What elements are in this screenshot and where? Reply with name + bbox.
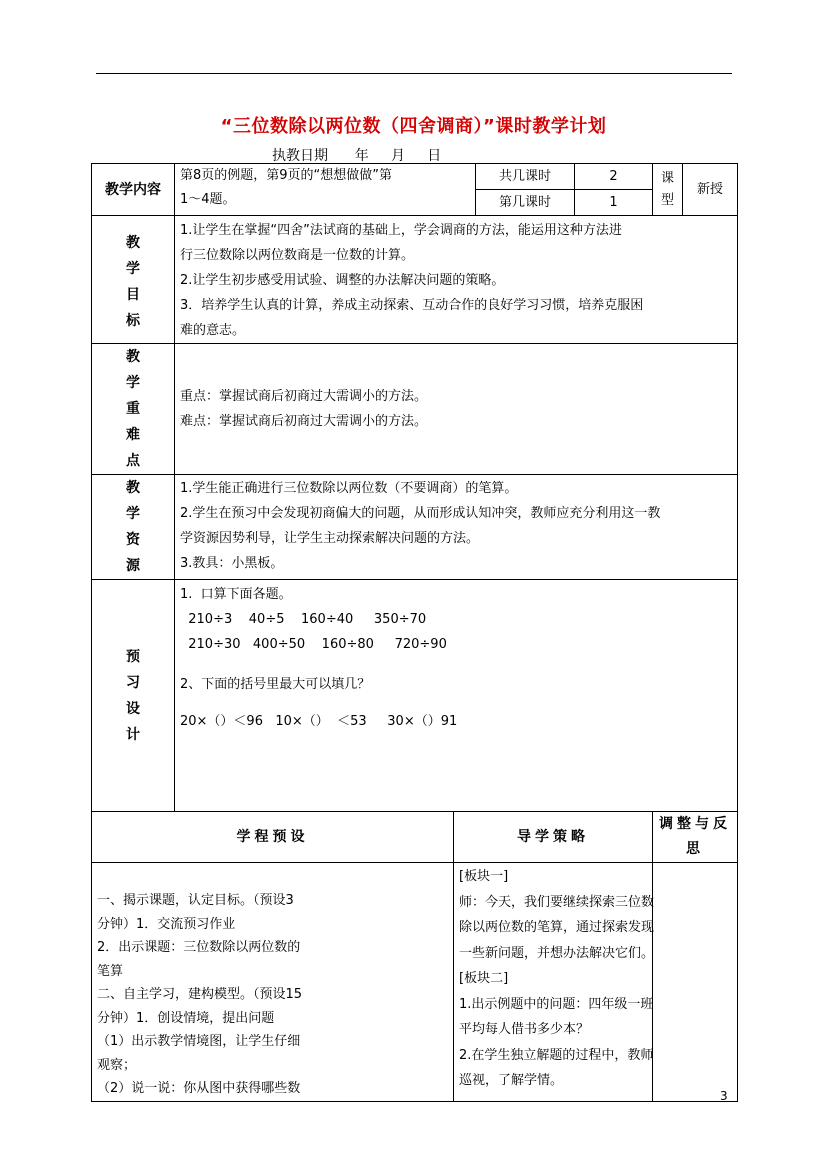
calc-row: 210÷30 400÷50 160÷80 720÷90 (180, 637, 447, 652)
strategy-line: 师：今天，我们要继续探索三位数 (459, 894, 655, 910)
strategy-cell (454, 863, 653, 1102)
current-period-label: 第几课时 (476, 190, 575, 216)
current-period-value: 1 (575, 190, 653, 216)
fill-row: 20×（）＜96 10×（） ＜53 30×（）91 (180, 714, 458, 729)
strategy-line: [板块二] (459, 971, 509, 986)
reflection-cell (653, 863, 738, 1102)
col-header-process: 学程预设 (92, 812, 454, 863)
total-periods-value: 2 (575, 164, 653, 190)
total-periods-label: 共几课时 (476, 164, 575, 190)
goal-line: 2.让学生初步感受用试验、调整的办法解决问题的策略。 (180, 273, 505, 288)
strategy-line: 巡视，了解学情。 (459, 1073, 564, 1088)
goal-line: 1.让学生在掌握“四舍”法试商的基础上，学会调商的方法，能运用这种方法进 (180, 223, 622, 238)
keypoints-label (92, 344, 175, 475)
content-line: 第8页的例题，第9页的“想想做做”第 (180, 168, 393, 183)
preview-item-2: 2、下面的括号里最大可以填几？ (180, 677, 371, 692)
keypoint-line: 重点：掌握试商后初商过大需调小的方法。 (180, 389, 428, 404)
teaching-date: 执教日期 年 月 日 (272, 148, 442, 164)
goal-line: 行三位数除以两位数商是一位数的计算。 (180, 248, 415, 263)
preview-cell (175, 580, 738, 812)
strategy-line: 1.出示例题中的问题：四年级一班 (459, 996, 654, 1012)
content-line: 1～4题。 (180, 192, 236, 207)
process-line: 2．出示课题：三位数除以两位数的 (97, 940, 301, 955)
lesson-type-label (653, 164, 683, 216)
resource-line: 1.学生能正确进行三位数除以两位数（不要调商）的笔算。 (180, 481, 518, 496)
strategy-line: 一些新问题，并想办法解决它们。 (459, 945, 655, 961)
goals-label-text: 教学目标 (126, 234, 140, 329)
process-line: 分钟）1．创设情境，提出问题 (97, 1010, 275, 1026)
preview-label-text: 预习设计 (126, 648, 140, 743)
content-label: 教学内容 (92, 164, 175, 216)
process-line: （2）说一说：你从图中获得哪些数 (97, 1081, 301, 1096)
lesson-type-label-1: 课 (661, 170, 675, 186)
col-header-strategy: 导学策略 (454, 812, 653, 863)
header-rule (96, 73, 732, 74)
strategy-line: 2.在学生独立解题的过程中，教师 (459, 1047, 654, 1063)
goal-line: 难的意志。 (180, 323, 246, 338)
preview-item-1: 1. 口算下面各题。 (180, 587, 292, 602)
resource-line: 学资源因势利导，让学生主动探索解决问题的方法。 (180, 531, 480, 546)
keypoints-cell (175, 344, 738, 475)
col-header-reflection: 调整与反思 (653, 812, 738, 863)
strategy-line: [板块一] (459, 869, 509, 884)
goals-label (92, 216, 175, 344)
lesson-plan-table (91, 163, 738, 1102)
resources-label-text: 教学资源 (126, 480, 140, 574)
strategy-line: 除以两位数的笔算，通过探索发现 (459, 920, 655, 935)
process-cell (92, 863, 454, 1102)
lesson-type-label-2: 型 (661, 192, 675, 208)
keypoints-label-text: 教学重难点 (126, 349, 140, 469)
goal-line: 3．培养学生认真的计算，养成主动探索、互动合作的良好学习习惯，培养克服困 (180, 298, 644, 313)
preview-label (92, 580, 175, 812)
process-line: 分钟）1．交流预习作业 (97, 916, 236, 932)
process-line: 观察； (97, 1057, 137, 1073)
resource-line: 2.学生在预习中会发现初商偏大的问题，从而形成认知冲突，教师应充分利用这一教 (180, 506, 661, 521)
lesson-type-value: 新授 (683, 164, 738, 216)
resources-label (92, 475, 175, 580)
resource-line: 3.教具：小黑板。 (180, 556, 284, 571)
page-title: “三位数除以两位数（四舍调商）”课时教学计划 (220, 116, 607, 137)
content-cell (175, 164, 476, 216)
process-line: 二、自主学习，建构模型。（预设15 (97, 987, 303, 1002)
resources-cell (175, 475, 738, 580)
calc-row: 210÷3 40÷5 160÷40 350÷70 (180, 612, 427, 627)
goals-cell (175, 216, 738, 344)
keypoint-line: 难点：掌握试商后初商过大需调小的方法。 (180, 414, 428, 429)
process-line: 笔算 (97, 963, 124, 979)
strategy-line: 平均每人借书多少本？ (459, 1022, 590, 1037)
page-number: 3 (720, 1089, 728, 1103)
process-line: 一、揭示课题，认定目标。（预设3 (97, 893, 294, 908)
process-line: （1）出示教学情境图，让学生仔细 (97, 1034, 301, 1049)
